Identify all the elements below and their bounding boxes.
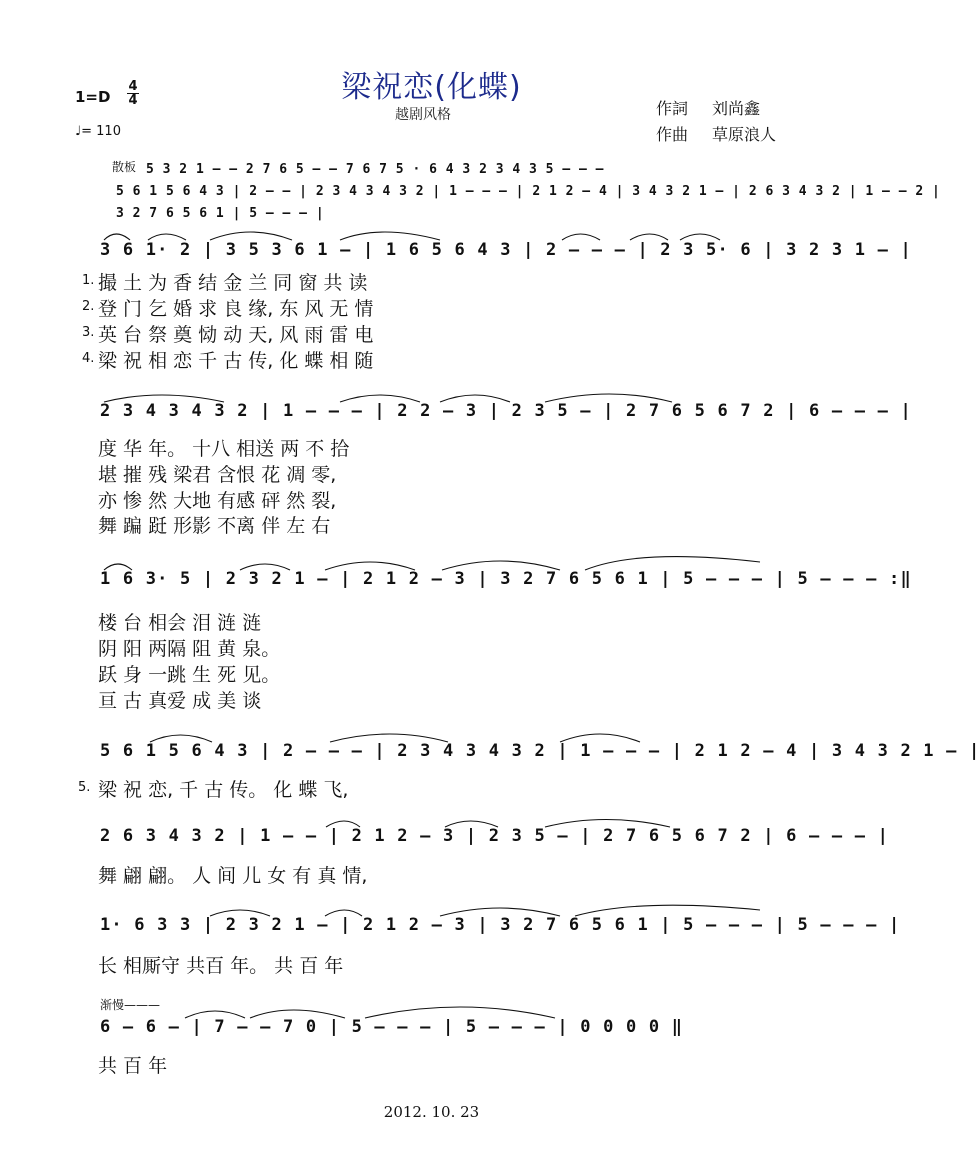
date-footer: 2012. 10. 23	[383, 1103, 480, 1121]
key-signature: 1=D	[75, 88, 111, 106]
verse-number: 3.	[82, 325, 95, 340]
system-2-notes: 2 3 4 3 4 3 2 | 1 — — — | 2 2 — 3 | 2 3 5 — | 2 7 6 5 6 7 2 | 6 — — — |	[100, 401, 912, 421]
lyricist-name: 刘尚鑫	[712, 99, 761, 118]
lyric-line: 英 台 祭 奠 恸 动 天, 风 雨 雷 电	[98, 324, 374, 346]
lyric-line: 共 百 年	[98, 1055, 168, 1077]
verse-number: 1.	[82, 273, 95, 288]
ritardando-label: 渐慢———	[100, 998, 161, 1012]
lyric-line: 亦 惨 然 大地 有感 砰 然 裂,	[98, 490, 337, 512]
score-title: 梁祝恋(化蝶)	[341, 70, 522, 105]
lyric-line: 舞 翩 翩。 人 间 儿 女 有 真 情,	[98, 865, 368, 887]
lyric-line: 梁 祝 相 恋 千 古 传, 化 蝶 相 随	[98, 350, 374, 372]
intro-label: 散板	[112, 160, 137, 174]
system-4-notes: 5 6 1 5 6 4 3 | 2 — — — | 2 3 4 3 4 3 2 | 1 — — — | 2 1 2 — 4 | 3 4 3 2 1 — |	[100, 741, 980, 761]
lyricist-label: 作詞	[656, 99, 689, 118]
lyric-line: 楼 台 相会 泪 涟 涟	[98, 612, 262, 634]
lyric-line: 度 华 年。 十八 相送 两 不 拾	[98, 438, 350, 460]
lyric-line: 堪 摧 残 梁君 含恨 花 凋 零,	[98, 464, 337, 486]
lyric-line: 长 相厮守 共百 年。 共 百 年	[98, 955, 344, 977]
system-7-notes: 6 — 6 — | 7 — — 7 0 | 5 — — — | 5 — — — | 0 0 0 0 ‖	[100, 1017, 684, 1037]
composer-label: 作曲	[656, 125, 689, 144]
meter-bottom: 4	[128, 93, 138, 108]
verse-number: 4.	[82, 351, 95, 366]
lyric-line: 阴 阳 两隔 阻 黄 泉。	[98, 638, 281, 660]
intro-line-1: 5 3 2 1 — — 2 7 6 5 — — 7 6 7 5 · 6 4 3 2 3 4 3 5 — — —	[146, 162, 604, 177]
meter-top: 4	[128, 79, 138, 94]
verse-number: 2.	[82, 299, 95, 314]
composer-name: 草原浪人	[712, 125, 777, 144]
tempo-marking: ♩= 110	[75, 124, 121, 139]
system-6-notes: 1· 6 3 3 | 2 3 2 1 — | 2 1 2 — 3 | 3 2 7 6 5 6 1 | 5 — — — | 5 — — — |	[100, 915, 901, 935]
system-3-notes: 1 6 3· 5 | 2 3 2 1 — | 2 1 2 — 3 | 3 2 7 6 5 6 1 | 5 — — — | 5 — — — :‖	[100, 569, 912, 589]
lyric-line: 登 门 乞 婚 求 良 缘, 东 风 无 情	[98, 298, 374, 320]
lyric-line: 梁 祝 恋, 千 古 传。 化 蝶 飞,	[98, 779, 349, 801]
score-subtitle: 越剧风格	[395, 107, 451, 123]
lyric-line: 撮 土 为 香 结 金 兰 同 窗 共 读	[98, 272, 368, 294]
system-5-notes: 2 6 3 4 3 2 | 1 — — | 2 1 2 — 3 | 2 3 5 — | 2 7 6 5 6 7 2 | 6 — — — |	[100, 826, 890, 846]
lyric-line: 舞 蹁 跹 形影 不离 伴 左 右	[98, 515, 331, 537]
intro-line-2: 5 6 1 5 6 4 3 | 2 — — | 2 3 4 3 4 3 2 | 1 — — — | 2 1 2 — 4 | 3 4 3 2 1 — | 2 6 3 4 3 2 | 1 — — 2 |	[116, 184, 941, 199]
intro-line-3: 3 2 7 6 5 6 1 | 5 — — — |	[116, 206, 325, 221]
system-1-notes: 3 6 1· 2 | 3 5 3 6 1 — | 1 6 5 6 4 3 | 2 — — — | 2 3 5· 6 | 3 2 3 1 — |	[100, 240, 912, 260]
verse-number: 5.	[78, 780, 91, 795]
lyric-line: 跃 身 一跳 生 死 见。	[98, 664, 281, 686]
lyric-line: 亘 古 真爱 成 美 谈	[98, 690, 262, 712]
